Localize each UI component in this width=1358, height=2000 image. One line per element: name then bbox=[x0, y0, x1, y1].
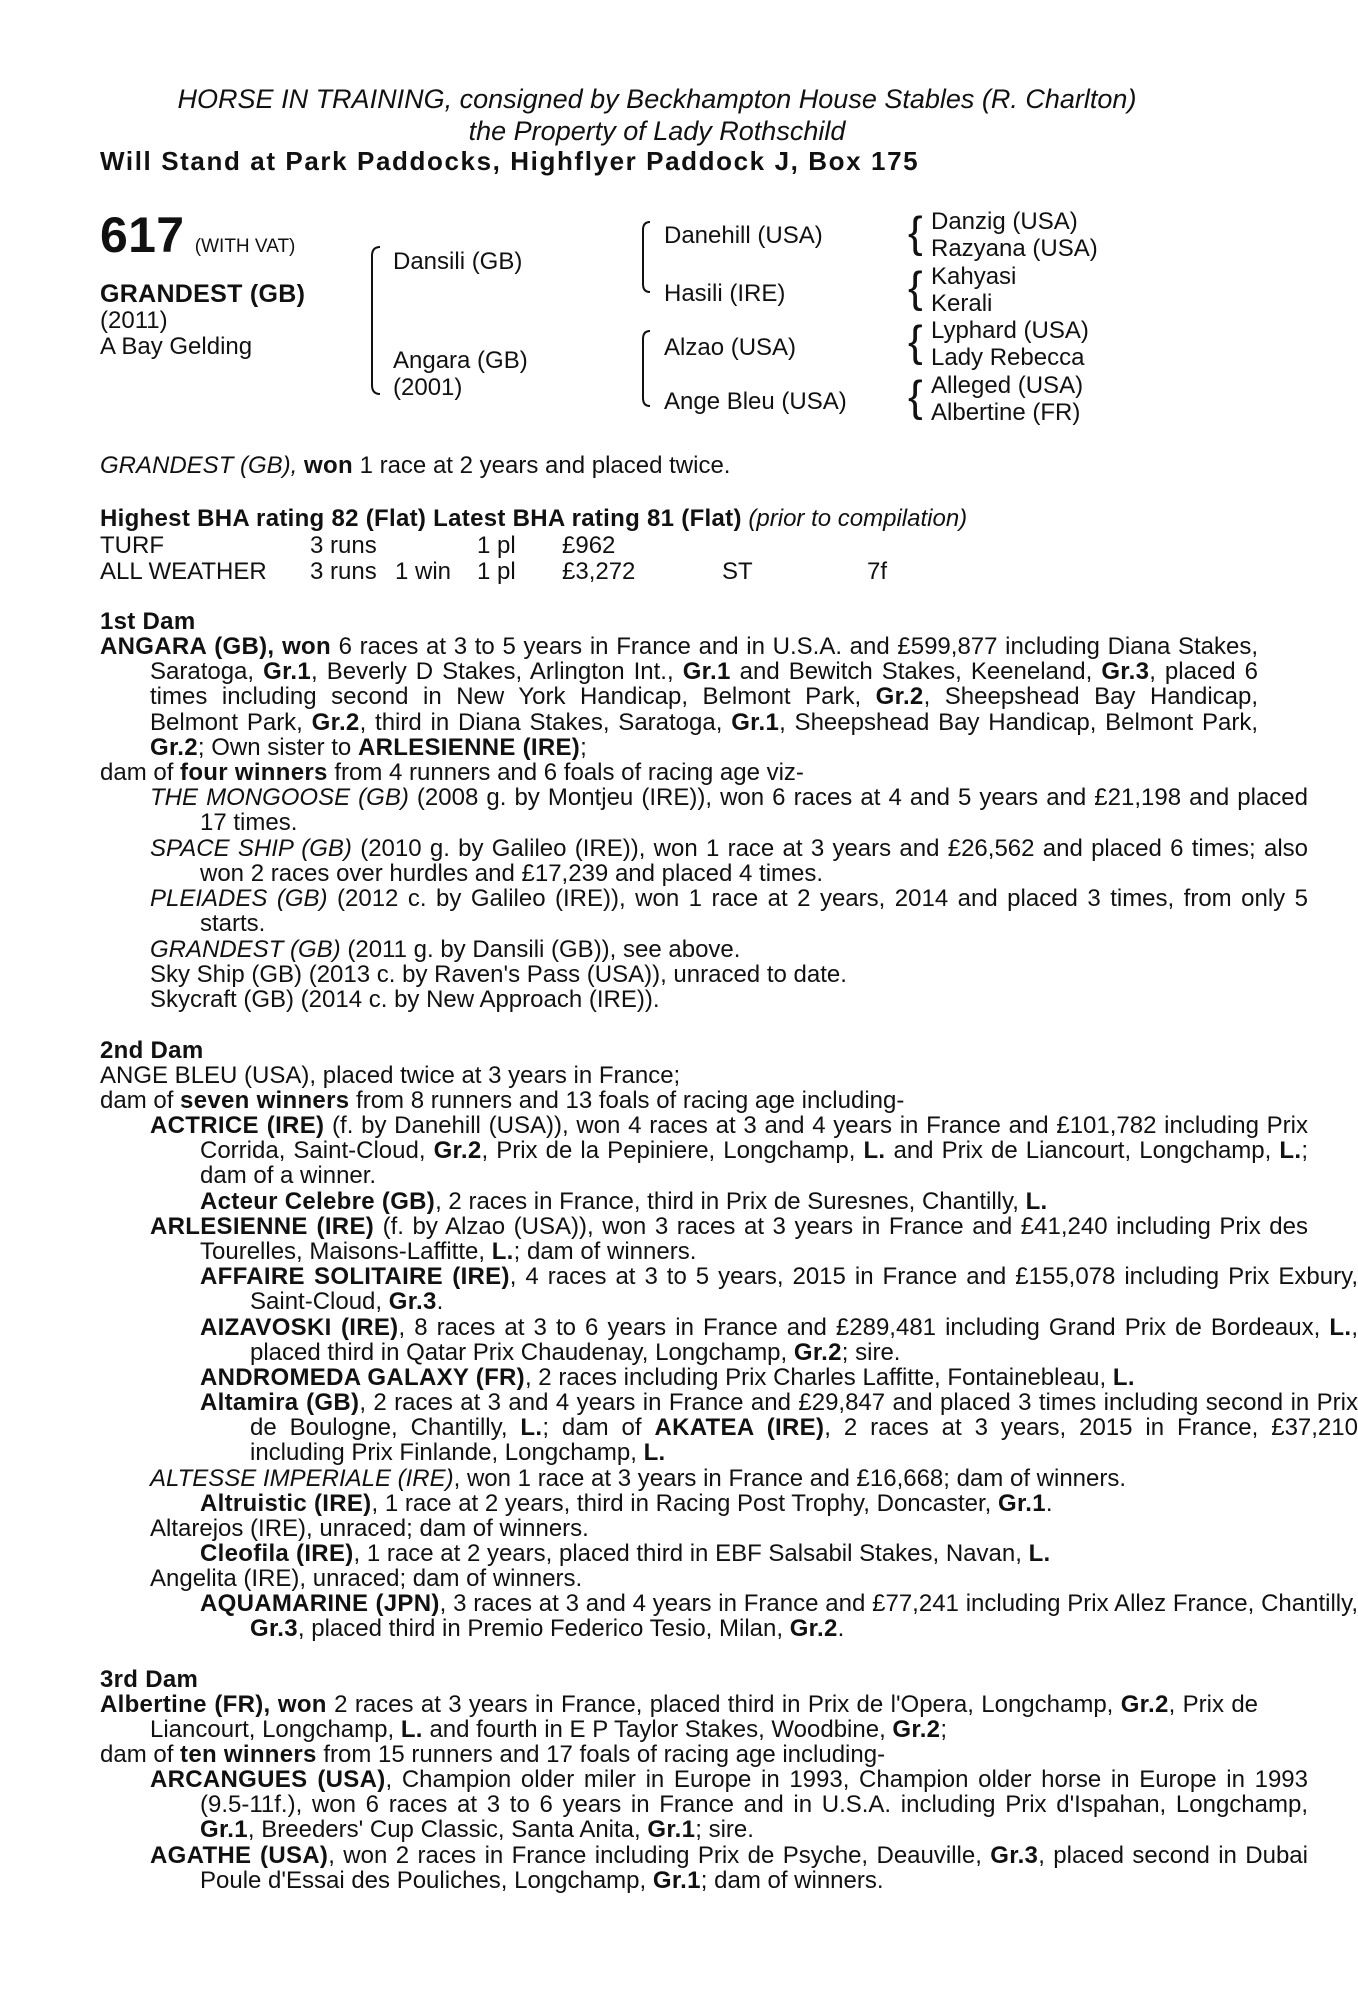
stats-earnings: £962 bbox=[562, 532, 616, 559]
stats-going: ST bbox=[722, 558, 753, 585]
winners-count: four winners bbox=[180, 759, 328, 786]
ped-ddd: Albertine (FR) bbox=[931, 399, 1081, 426]
bha-ratings bbox=[100, 505, 967, 533]
produce-name: ARLESIENNE (IRE) bbox=[150, 1213, 375, 1240]
stats-earnings: £3,272 bbox=[562, 558, 636, 585]
ped-sdd: Kerali bbox=[931, 290, 993, 317]
catalogue-header-line1: HORSE IN TRAINING, consigned by Beckhampton House Stables (R. Charlton) bbox=[177, 84, 1137, 114]
produce-item: ALTESSE IMPERIALE (IRE), won 1 race at 3 years in France and £16,668; dam of winners. bbox=[150, 1465, 1127, 1492]
record-text: , Beverly D Stakes, Arlington Int., bbox=[311, 658, 674, 686]
ped-brace-2: { bbox=[908, 263, 923, 312]
produce-item: Sky Ship (GB) (2013 c. by Raven's Pass (USA)), unraced to date. bbox=[150, 961, 847, 988]
produce-name: ARCANGUES (USA) bbox=[150, 1766, 386, 1793]
ratings-text: Highest BHA rating 82 (Flat) Latest BHA rating 81 (Flat) bbox=[100, 505, 742, 532]
sister-name: ARLESIENNE (IRE) bbox=[357, 733, 581, 761]
produce-name: Acteur Celebre (GB) bbox=[200, 1188, 436, 1215]
race-summary bbox=[100, 452, 730, 480]
sire-line-brace bbox=[643, 222, 650, 292]
record-text: 6 races at 3 to 5 years in France and in U.S.A. and £599,877 including Diana Stakes, Saratoga, bbox=[150, 633, 1259, 686]
grade-label: Gr.2 bbox=[875, 683, 924, 711]
produce-name: PLEIADES (GB) bbox=[150, 885, 328, 912]
produce-name: AIZAVOSKI (IRE) bbox=[200, 1314, 399, 1341]
horse-year: (2011) bbox=[100, 307, 168, 334]
ratings-note: (prior to compilation) bbox=[748, 505, 968, 532]
record-text: , Sheepshead Bay Handicap, Belmont Park, bbox=[779, 708, 1258, 736]
grade-label: Gr.2 bbox=[150, 733, 198, 761]
ped-brace-3: { bbox=[908, 317, 923, 366]
produce-item: Acteur Celebre (GB), 2 races in France, third in Prix de Suresnes, Chantilly, L. bbox=[200, 1188, 1048, 1215]
won-label: won bbox=[282, 633, 331, 660]
stats-row-all-weather bbox=[100, 558, 1200, 584]
produce-name: SPACE SHIP (GB) bbox=[150, 835, 352, 862]
produce-name: Altamira (GB) bbox=[200, 1389, 360, 1416]
stats-wins: 1 win bbox=[395, 558, 452, 585]
produce-name: ANDROMEDA GALAXY (FR) bbox=[200, 1364, 525, 1391]
first-dam-heading: 1st Dam bbox=[100, 608, 196, 635]
ped-sd: Hasili (IRE) bbox=[664, 280, 786, 307]
summary-rest: 1 race at 2 years and placed twice. bbox=[359, 452, 731, 479]
produce-item: GRANDEST (GB) (2011 g. by Dansili (GB)), see above. bbox=[150, 936, 741, 963]
record-text: , Sheepshead Bay Handicap, Belmont Park, bbox=[150, 683, 1259, 736]
ped-dsd: Lady Rebecca bbox=[931, 344, 1085, 371]
record-text: ; Own sister to bbox=[197, 733, 352, 761]
summary-won: won bbox=[304, 452, 353, 479]
produce-item: ACTRICE (IRE) (f. by Danehill (USA)), won 4 races at 3 and 4 years in France and £101,782 including Prix Corrida, Saint-Cloud, Gr.2, Prix de la Pepiniere, Longchamp, L. and Prix de Liancourt, Longchamp, L.; dam of a winner. bbox=[150, 1112, 1308, 1190]
third-dam-heading: 3rd Dam bbox=[100, 1666, 199, 1693]
produce-item: AGATHE (USA), won 2 races in France including Prix de Psyche, Deauville, Gr.3, placed second in Dubai Poule d'Essai des Pouliches, Longchamp, Gr.1; dam of winners. bbox=[150, 1842, 1308, 1895]
ped-sds: Kahyasi bbox=[931, 263, 1017, 290]
ped-dd: Ange Bleu (USA) bbox=[664, 388, 847, 415]
produce-item: THE MONGOOSE (GB) (2008 g. by Montjeu (IRE)), won 6 races at 4 and 5 years and £21,198 and placed 17 times. bbox=[150, 784, 1308, 837]
stats-placed: 1 pl bbox=[477, 532, 516, 559]
produce-name: Altruistic (IRE) bbox=[200, 1490, 372, 1517]
dam-line-brace bbox=[643, 331, 650, 406]
produce-item: ARCANGUES (USA), Champion older miler in Europe in 1993, Champion older horse in Europe in 1993 (9.5-11f.), won 6 races at 3 to 6 years in France and in U.S.A. including Prix d'Ispahan, Longchamp, Gr.1, Breeders' Cup Classic, Santa Anita, Gr.1; sire. bbox=[150, 1766, 1308, 1844]
produce-name: AQUAMARINE (JPN) bbox=[200, 1590, 440, 1617]
grade-label: Gr.1 bbox=[731, 708, 780, 736]
winners-count: ten winners bbox=[180, 1741, 317, 1768]
stats-surface: ALL WEATHER bbox=[100, 558, 267, 585]
winners-count: seven winners bbox=[180, 1087, 350, 1114]
produce-name: ALTESSE IMPERIALE (IRE) bbox=[150, 1465, 454, 1492]
first-dam-record bbox=[100, 634, 1258, 760]
summary-name: GRANDEST (GB), bbox=[100, 452, 298, 479]
grade-label: Gr.1 bbox=[682, 658, 731, 686]
sire-dam-brace bbox=[372, 247, 380, 394]
stats-surface: TURF bbox=[100, 532, 164, 559]
produce-item: PLEIADES (GB) (2012 c. by Galileo (IRE)), won 1 race at 2 years, 2014 and placed 3 times, from only 5 starts. bbox=[150, 885, 1309, 938]
stats-placed: 1 pl bbox=[477, 558, 516, 585]
produce-item: Altamira (GB), 2 races at 3 and 4 years in France and £29,847 and placed 3 times including second in Prix de Boulogne, Chantilly, L.; dam of AKATEA (IRE), 2 races at 3 years, 2015 in France, £37,210 including Prix Finlande, Longchamp, L. bbox=[200, 1389, 1358, 1467]
ped-dds: Alleged (USA) bbox=[931, 372, 1084, 399]
produce-item: Skycraft (GB) (2014 c. by New Approach (IRE)). bbox=[150, 986, 660, 1013]
grade-label: Gr.1 bbox=[263, 658, 312, 686]
ped-ssd: Razyana (USA) bbox=[931, 235, 1098, 262]
catalogue-header-line2: the Property of Lady Rothschild bbox=[468, 116, 846, 146]
ped-brace-4: { bbox=[908, 372, 923, 421]
produce-name: Cleofila (IRE) bbox=[200, 1540, 354, 1567]
produce-item: ANDROMEDA GALAXY (FR), 2 races including Prix Charles Laffitte, Fontainebleau, L. bbox=[200, 1364, 1135, 1391]
produce-item: ARLESIENNE (IRE) (f. by Alzao (USA)), won 3 races at 3 years in France and £41,240 including Prix des Tourelles, Maisons-Laffitte, L.; dam of winners. bbox=[150, 1213, 1308, 1266]
produce-item: Cleofila (IRE), 1 race at 2 years, placed third in EBF Salsabil Stakes, Navan, L. bbox=[200, 1540, 1051, 1567]
stats-runs: 3 runs bbox=[310, 558, 377, 585]
grade-label: Gr.3 bbox=[1101, 658, 1150, 686]
dam-name: Albertine (FR), bbox=[100, 1691, 271, 1718]
ped-ds: Alzao (USA) bbox=[664, 334, 797, 361]
produce-name: ACTRICE (IRE) bbox=[150, 1112, 325, 1139]
produce-item: Angelita (IRE), unraced; dam of winners. bbox=[150, 1565, 583, 1592]
record-text: , third in Diana Stakes, Saratoga, bbox=[359, 708, 723, 736]
ped-dss: Lyphard (USA) bbox=[931, 317, 1089, 344]
won-label: won bbox=[277, 1691, 327, 1718]
record-text: and Bewitch Stakes, Keeneland, bbox=[739, 658, 1093, 686]
ped-ss: Danehill (USA) bbox=[664, 222, 823, 249]
produce-item: Altruistic (IRE), 1 race at 2 years, third in Racing Post Trophy, Doncaster, Gr.1. bbox=[200, 1490, 1053, 1517]
produce-item: AQUAMARINE (JPN), 3 races at 3 and 4 years in France and £77,241 including Prix Allez France, Chantilly, Gr.3, placed third in Premio Federico Tesio, Milan, Gr.2. bbox=[200, 1590, 1358, 1643]
produce-name: AGATHE (USA) bbox=[150, 1842, 329, 1869]
ped-sss: Danzig (USA) bbox=[931, 208, 1078, 235]
lot-number: 617 bbox=[100, 207, 185, 263]
stats-row-turf bbox=[100, 532, 1200, 558]
ped-sire: Dansili (GB) bbox=[393, 248, 523, 275]
ped-dam-year: (2001) bbox=[393, 374, 463, 401]
produce-item: Altarejos (IRE), unraced; dam of winners. bbox=[150, 1515, 589, 1542]
pedigree-braces bbox=[0, 0, 1314, 450]
third-dam-produce-summary: dam of ten winners from 15 runners and 17 foals of racing age including- bbox=[100, 1741, 886, 1768]
catalogue-header-line3: Will Stand at Park Paddocks, Highflyer Paddock J, Box 175 bbox=[100, 146, 920, 176]
grade-label: Gr.2 bbox=[311, 708, 360, 736]
dam-name: ANGARA (GB), bbox=[100, 633, 275, 660]
second-dam-heading: 2nd Dam bbox=[100, 1037, 204, 1064]
second-dam-record: ANGE BLEU (USA), placed twice at 3 years in France; bbox=[100, 1062, 681, 1089]
stats-runs: 3 runs bbox=[310, 532, 377, 559]
ped-dam: Angara (GB) bbox=[393, 347, 528, 374]
produce-name: AFFAIRE SOLITAIRE (IRE) bbox=[200, 1263, 510, 1290]
lot-vat: (WITH VAT) bbox=[194, 236, 296, 257]
horse-name: GRANDEST (GB) bbox=[100, 280, 306, 308]
record-text: , placed 6 times including second in New York Handicap, Belmont Park, bbox=[150, 658, 1259, 711]
record-text: ; bbox=[580, 733, 587, 761]
horse-description: A Bay Gelding bbox=[100, 333, 253, 360]
second-dam-produce-summary: dam of seven winners from 8 runners and 13 foals of racing age including- bbox=[100, 1087, 905, 1114]
produce-name: GRANDEST (GB) bbox=[150, 936, 341, 963]
ped-brace-1: { bbox=[908, 208, 923, 257]
produce-item: AFFAIRE SOLITAIRE (IRE), 4 races at 3 to 5 years, 2015 in France and £155,078 including Prix Exbury, Saint-Cloud, Gr.3. bbox=[200, 1263, 1358, 1316]
first-dam-produce-summary: dam of four winners from 4 runners and 6 foals of racing age viz- bbox=[100, 759, 804, 786]
produce-name: THE MONGOOSE (GB) bbox=[150, 784, 409, 811]
stats-distance: 7f bbox=[867, 558, 888, 585]
produce-item: SPACE SHIP (GB) (2010 g. by Galileo (IRE)), won 1 race at 3 years and £26,562 and placed 6 times; also won 2 races over hurdles and £17,239 and placed 4 times. bbox=[150, 835, 1309, 888]
third-dam-record: Albertine (FR), won 2 races at 3 years in France, placed third in Prix de l'Opera, Longchamp, Gr.2, Prix de Liancourt, Longchamp, L. and fourth in E P Taylor Stakes, Woodbine, Gr.2; bbox=[100, 1691, 1259, 1744]
produce-item: AIZAVOSKI (IRE), 8 races at 3 to 6 years in France and £289,481 including Grand Prix de Bordeaux, L., placed third in Qatar Prix Chaudenay, Longchamp, Gr.2; sire. bbox=[200, 1314, 1358, 1367]
